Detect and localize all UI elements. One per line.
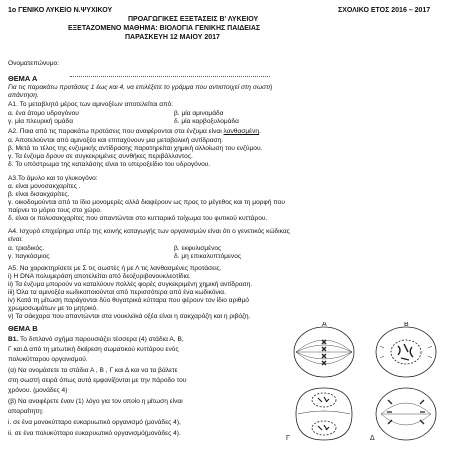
b1-part-a-1: (α) Να ονομάσετε τα στάδια Α , Β , Γ και Δ και να τα βάλετε: [8, 367, 178, 374]
a2-option-b: β. Μετά το τέλος της ενζυμικής αντίδρασης παρατηρείται χημική αλλοίωση του ενζύμου.: [8, 145, 263, 152]
b1-line-1: Το διπλανό σχήμα παρουσιάζει τέσσερα (4) στάδια Α, Β,: [18, 336, 184, 343]
question-a4-cont: είναι:: [8, 236, 23, 243]
theme-a-instructions: Για τις παρακάτω προτάσεις 1 έως και 4, να επιλέξετε το γράμμα που αντιστοιχεί στη σωστή: [8, 84, 273, 91]
a3-option-c-cont: παίρνει το μόριο τους στο χώρο.: [8, 207, 102, 214]
stage-a-label: Α: [322, 322, 327, 328]
stage-a-cell: [294, 327, 354, 377]
question-a2: [8, 128, 261, 136]
b1-intro: [8, 336, 184, 344]
a3-option-a: α. είναι μονοσακχαρίτες .: [8, 183, 81, 190]
b1-line-3: πολυκύτταρου οργανισμού.: [8, 356, 88, 363]
a5-statement-ii: ii) Τα ένζυμα μπορούν να καταλύουν πολλές φορές συγκεκριμένη χημική αντίδραση.: [8, 281, 253, 288]
a1-option-b: β. μία αμινομάδα: [174, 110, 224, 117]
exam-title: ΠΡΟΑΓΩΓΙΚΕΣ ΕΞΕΤΑΣΕΙΣ Β' ΛΥΚΕΙΟΥ: [128, 16, 259, 23]
a4-option-a: α. τριαδικός.: [8, 245, 45, 252]
a2-option-c: γ. Τα ένζυμα δρουν σε συγκεκριμένες συνθήκες περιβάλλοντος.: [8, 153, 193, 160]
a1-option-d: δ. μία καρβοξυλομάδα: [174, 118, 239, 125]
a2-option-d: δ. Το υπόστρωμα της καταλάσης είναι το υπεροξείδιο του υδρογόνου.: [8, 161, 211, 168]
a2-question-suffix: .: [259, 128, 261, 135]
school-name: 1ο ΓΕΝΙΚΟ ΛΥΚΕΙΟ Ν.ΨΥΧΙΚΟΥ: [8, 7, 113, 14]
a5-statement-iii: iii) Όλα τα αμινοξέα κωδικοποιούνται από περισσότερα από ένα κωδικόνια.: [8, 289, 226, 296]
a4-option-b: β. εκφυλισμένος: [174, 245, 222, 252]
a3-option-b: β. είναι δισακχαρίτες.: [8, 191, 70, 198]
a4-option-c: γ. παγκόσμιος: [8, 253, 50, 260]
b1-part-b-2: απαραίτητη:: [8, 408, 44, 415]
a3-option-d: δ. είναι οι πολυσακχαρίτες που απαντώνται στο κυτταρικό τοίχωμα του φυτικού κυττάρου.: [8, 215, 268, 222]
exam-subject: ΕΞΕΤΑΖΟΜΕΝΟ ΜΑΘΗΜΑ: ΒΙΟΛΟΓΙΑ ΓΕΝΙΚΗΣ ΠΑΙΔΕΙΑΣ: [68, 25, 261, 32]
a1-option-a: α. ένα άτομο υδρογόνου: [8, 110, 79, 117]
theme-a-title: ΘΕΜΑ Α: [8, 74, 38, 83]
name-label: Ονοματεπώνυμο:: [8, 60, 60, 67]
stage-g-cell: [296, 388, 352, 440]
question-a4: Α4. Ισχυρό επιχείρημα υπέρ της κοινής καταγωγής των οργανισμών είναι ότι ο γενετικός κώδικας: [8, 228, 290, 235]
exam-date: ΠΑΡΑΣΚΕΥΗ 12 ΜΑΙΟΥ 2017: [125, 34, 220, 41]
a5-statement-v: v) Τα σάκχαρα που απαντώνται στα νουκλεϊκά οξέα είναι η σακχαρόζη και η ριβόζη.: [8, 313, 251, 320]
mitosis-stages-figure: [284, 322, 446, 446]
a2-option-a: α. Αποτελούνται από αμινοξέα και επιταχύνουν μια μεταβολική αντίδραση.: [8, 137, 224, 144]
b1-part-a-3: χρόνου. (μονάδες 4): [8, 387, 68, 394]
a2-question-prefix: Α2. Ποια από τις παρακάτω προτάσεις που αναφέρονται στα ένζυμα είναι: [8, 128, 224, 135]
question-a3: Α3.Το άμυλο και το γλυκογόνο:: [8, 175, 98, 182]
name-line: [70, 76, 270, 77]
b1-part-b-1: (β) Να αναφέρετε έναν (1) λόγο για τον οποίο η μίτωση είναι: [8, 398, 183, 405]
a3-option-c: γ. οικοδομούνται από το ίδιο μονομερές αλλά διαφέρουν ως προς το μέγεθος και τη μορφή που: [8, 199, 286, 206]
a5-statement-iv-cont: χρωμοσωμάτων με το μητρικό.: [8, 305, 99, 312]
question-a5: Α5. Να χαρακτηρίσετε με Σ τις σωστές ή με Λ τις λανθασμένες προτάσεις.: [8, 265, 222, 272]
theme-b-title: ΘΕΜΑ Β: [8, 324, 38, 333]
stage-b-cell: [376, 327, 436, 377]
a5-statement-iv: iv) Κατά τη μίτωση παράγονται δύο θυγατρικά κύτταρα που φέρουν τον ίδιο αριθμό: [8, 297, 249, 304]
a2-question-keyword: λανθασμένη: [223, 128, 260, 135]
b1-part-a-2: στη σωστή σειρά όπως αυτά εμφανίζονται με την πάροδο του: [8, 377, 187, 384]
stage-d-cell: [376, 388, 436, 440]
b1-part-b-i: i. σε ένα μονοκύτταρο ευκαρυωτικό οργανισμό (μονάδες 4),: [8, 419, 181, 426]
school-year: ΣΧΟΛΙΚΟ ΕΤΟΣ 2016 – 2017: [338, 7, 431, 14]
stage-g-label: Γ: [286, 435, 290, 442]
b1-part-b-ii: ii. σε ένα πολυκύτταρο ευκαρυωτικό οργανισμό(μονάδες 4).: [8, 430, 181, 437]
b1-label: Β1.: [8, 336, 19, 343]
theme-a-instructions-cont: απάντηση.: [8, 92, 39, 99]
a1-option-c: γ. μία πλευρική ομάδα: [8, 118, 74, 125]
stage-b-label: Β: [404, 322, 409, 328]
question-a1: Α1. Το μεταβλητό μέρος των αμινοξέων αποτελείται από:: [8, 101, 174, 108]
b1-line-2: Γ και Δ από τη μιτωτική διαίρεση σωματικού κυττάρου ενός: [8, 346, 179, 353]
a4-option-d: δ. μη επικαλυπτόμενος: [174, 253, 242, 260]
stage-d-label: Δ: [370, 435, 375, 442]
a5-statement-i: i) Η DNA πολυμεράση αποτελείται από δεοξυριβονουκλεοτίδια.: [8, 273, 191, 280]
